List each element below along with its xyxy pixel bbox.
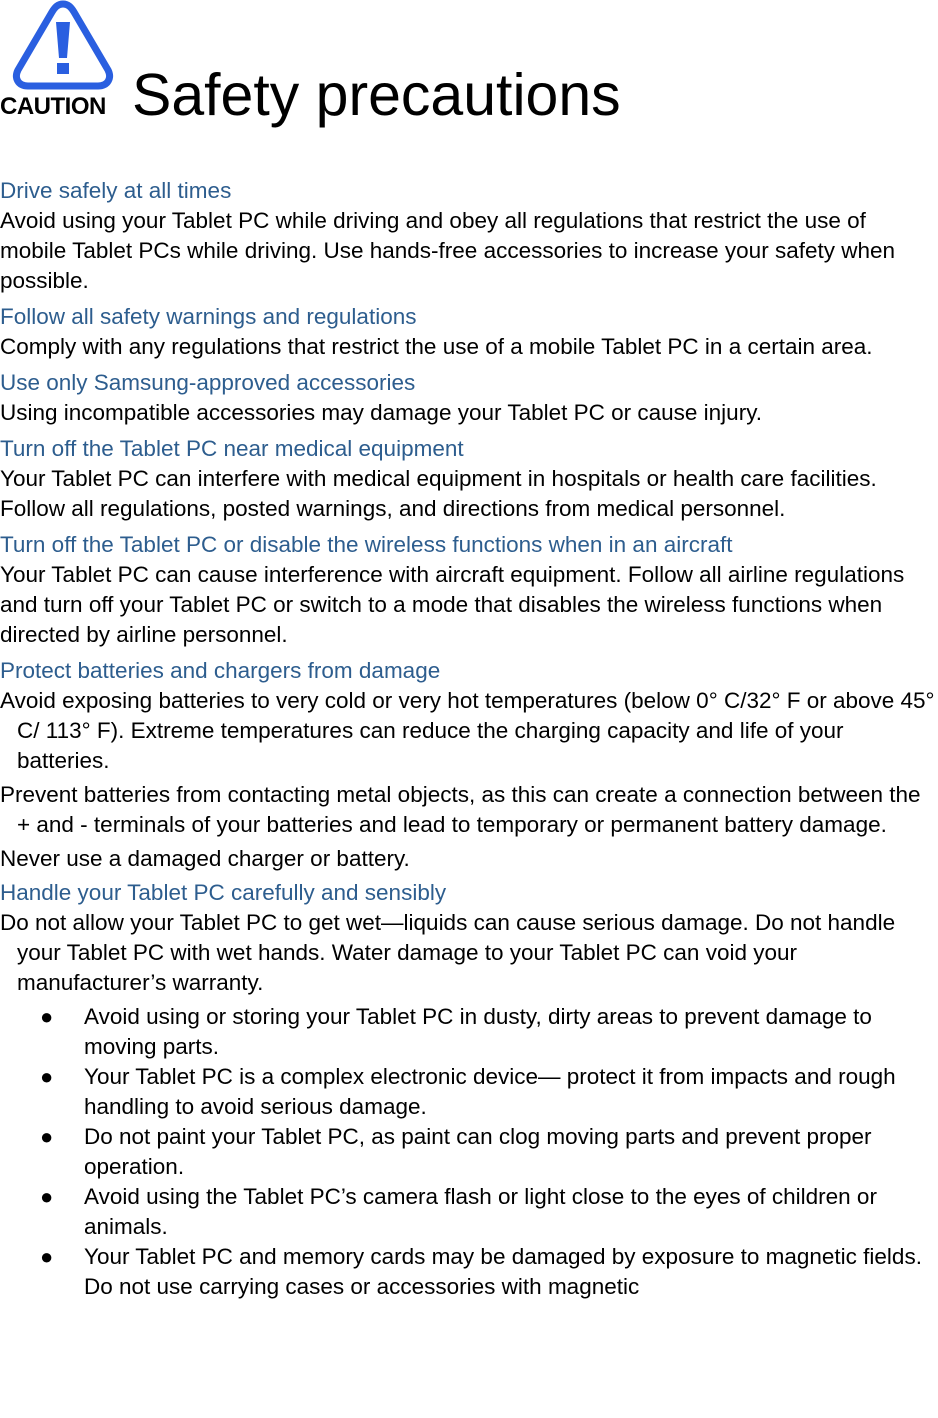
section-paragraph: Never use a damaged charger or battery.	[0, 846, 410, 871]
section-medical-equipment	[0, 434, 938, 524]
section-safety-warnings	[0, 302, 938, 362]
section-heading: Use only Samsung-approved accessories	[0, 370, 416, 395]
bullet-dot-icon: ●	[40, 1184, 54, 1209]
list-item-text: Avoid using or storing your Tablet PC in dusty, dirty areas to prevent damage to moving parts.	[84, 1004, 872, 1059]
list-item-text: Avoid using the Tablet PC’s camera flash or light close to the eyes of children or animals.	[84, 1184, 877, 1239]
section-drive-safely	[0, 176, 938, 296]
list-item-text: Do not paint your Tablet PC, as paint can clog moving parts and prevent proper operation.	[84, 1124, 872, 1179]
list-item	[0, 1242, 938, 1302]
section-heading: Protect batteries and chargers from damage	[0, 658, 441, 683]
caution-triangle-icon	[8, 0, 118, 90]
section-paragraph: Your Tablet PC can interfere with medical equipment in hospitals or health care facilities. Follow all regulations, posted warnings, and directions from medical personnel.	[0, 466, 877, 521]
list-item	[0, 1182, 938, 1242]
section-heading: Follow all safety warnings and regulations	[0, 304, 417, 329]
section-heading: Handle your Tablet PC carefully and sensibly	[0, 880, 447, 905]
section-heading: Drive safely at all times	[0, 178, 232, 203]
section-paragraph: Avoid using your Tablet PC while driving and obey all regulations that restrict the use of mobile Tablet PCs while driving. Use hands-free accessories to increase your safety when possible.	[0, 208, 896, 293]
section-paragraph: Avoid exposing batteries to very cold or very hot temperatures (below 0° C/32° F or above 45° C/ 113° F). Extreme temperatures can reduce the charging capacity and life of your batteries.	[0, 688, 935, 773]
section-approved-accessories	[0, 368, 938, 428]
bullet-dot-icon: ●	[40, 1064, 54, 1089]
list-item-text: Your Tablet PC and memory cards may be damaged by exposure to magnetic fields. Do not use carrying cases or accessories with magnetic	[84, 1244, 922, 1299]
section-paragraph: Comply with any regulations that restrict the use of a mobile Tablet PC in a certain area.	[0, 334, 873, 359]
document-body	[0, 176, 938, 1302]
section-heading: Turn off the Tablet PC or disable the wireless functions when in an aircraft	[0, 532, 733, 557]
section-aircraft	[0, 530, 938, 650]
list-item	[0, 1062, 938, 1122]
bullet-list	[0, 1002, 938, 1302]
bullet-dot-icon: ●	[40, 1244, 54, 1269]
page-header	[0, 0, 938, 140]
section-batteries	[0, 656, 938, 874]
section-heading: Turn off the Tablet PC near medical equipment	[0, 436, 464, 461]
bullet-dot-icon: ●	[40, 1004, 54, 1029]
section-handle-carefully	[0, 878, 938, 1302]
caution-label: CAUTION	[0, 93, 106, 120]
section-paragraph: Using incompatible accessories may damage your Tablet PC or cause injury.	[0, 400, 763, 425]
caution-logo	[0, 0, 125, 125]
section-paragraph: Do not allow your Tablet PC to get wet—liquids can cause serious damage. Do not handle your Tablet PC with wet hands. Water damage to your Tablet PC can void your manufacturer’s warranty.	[0, 910, 896, 995]
section-paragraph: Prevent batteries from contacting metal objects, as this can create a connection between the + and - terminals of your batteries and lead to temporary or permanent battery damage.	[0, 782, 921, 837]
list-item	[0, 1002, 938, 1062]
section-paragraph: Your Tablet PC can cause interference with aircraft equipment. Follow all airline regulations and turn off your Tablet PC or switch to a mode that disables the wireless functions when directed by airline personnel.	[0, 562, 905, 647]
list-item	[0, 1122, 938, 1182]
list-item-text: Your Tablet PC is a complex electronic device— protect it from impacts and rough handling to avoid serious damage.	[84, 1064, 896, 1119]
bullet-dot-icon: ●	[40, 1124, 54, 1149]
page-title: Safety precautions	[132, 62, 621, 128]
